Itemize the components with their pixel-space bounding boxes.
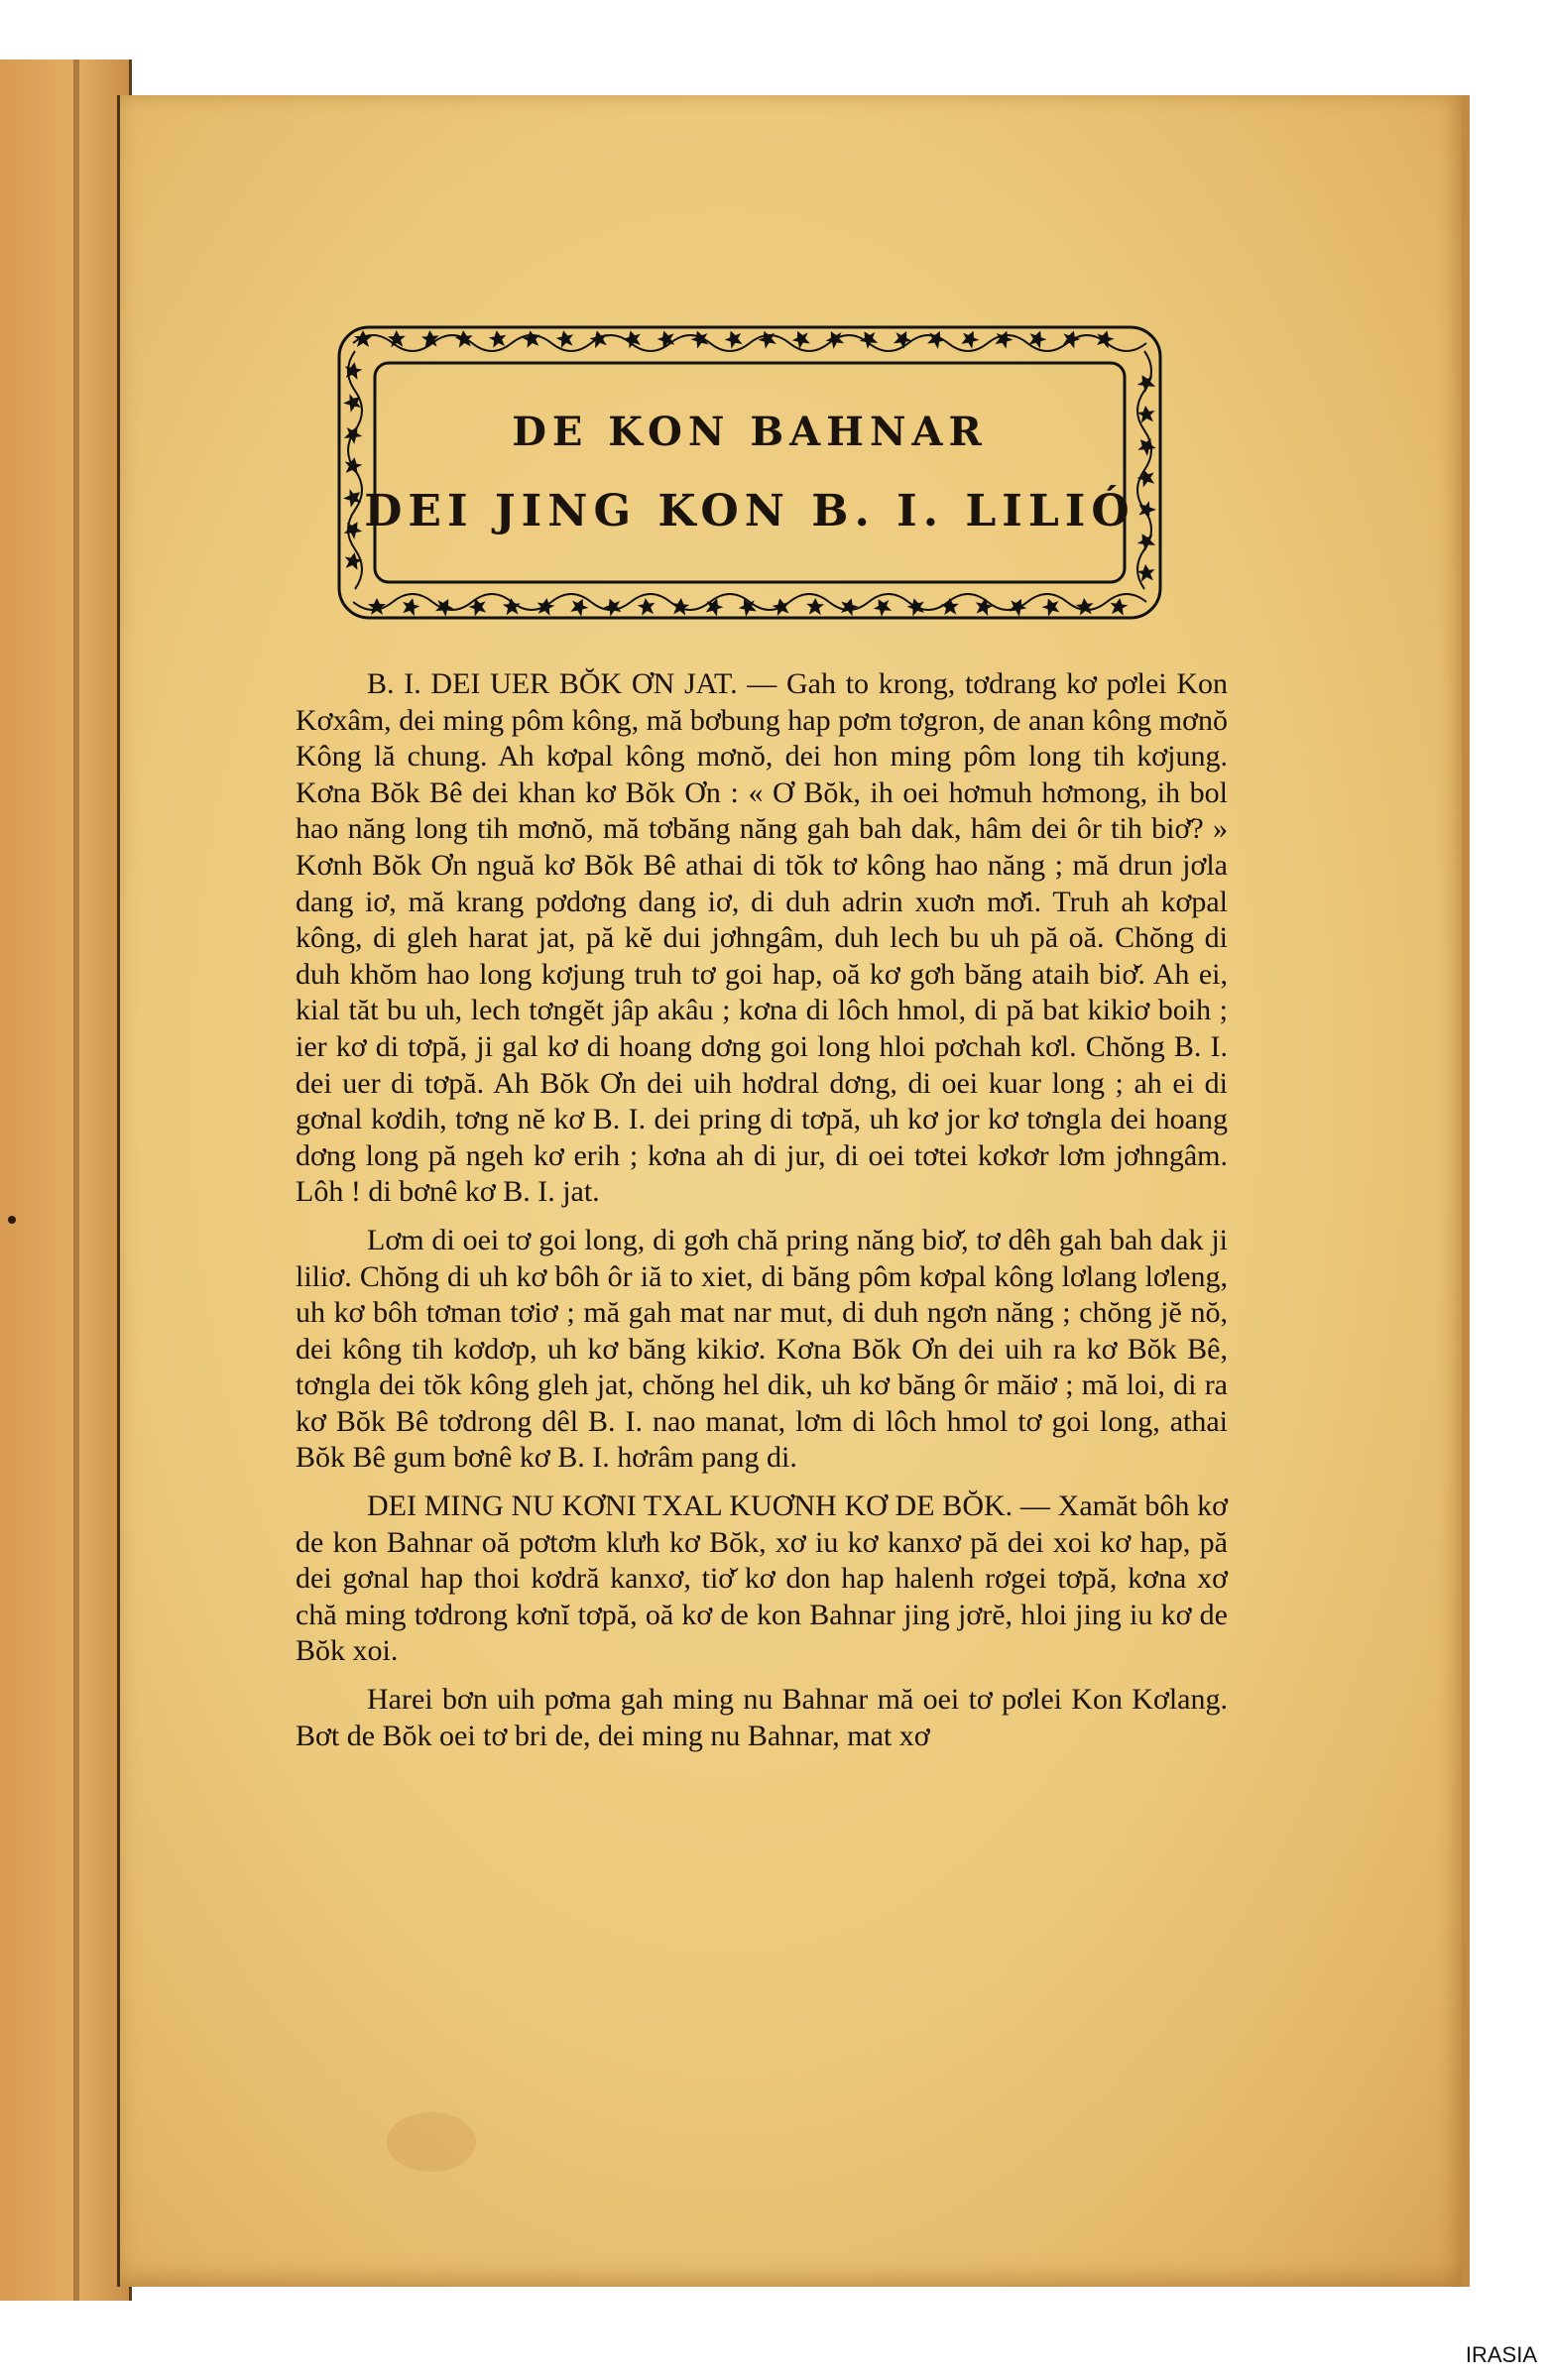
vine-leaf-icon	[354, 330, 372, 347]
vine-leaf-icon	[1026, 327, 1049, 349]
vine-leaf-icon	[637, 597, 656, 616]
vine-leaf-icon	[522, 329, 542, 349]
vine-leaf-icon	[343, 456, 364, 476]
vine-leaf-icon	[924, 327, 948, 350]
vine-leaf-icon	[601, 595, 624, 618]
page-right-edge	[1462, 95, 1470, 2287]
vine-leaf-icon	[941, 598, 960, 616]
vine-leaf-icon	[688, 327, 711, 349]
vine-leaf-icon	[806, 598, 825, 616]
vine-leaf-icon	[400, 596, 421, 617]
vine-leaf-icon	[343, 551, 364, 571]
vine-leaf-icon	[554, 328, 575, 348]
vine-leaf-icon	[670, 597, 690, 616]
vine-leaf-icon	[1075, 597, 1095, 616]
vine-leaf-icon	[1109, 597, 1129, 616]
vine-leaf-icon	[488, 329, 508, 348]
ornamental-vine-frame	[333, 321, 1166, 624]
vine-leaf-icon	[588, 328, 610, 349]
vine-leaf-icon	[756, 327, 778, 350]
vine-leaf-icon	[722, 327, 745, 350]
paragraph: Lơm di oei tơ goi long, di gơh chă pring năng biơ̆, tơ dêh gah bah dak ji liliơ. Chŏng di uh kơ bôh ôr iă to xiet, di băng pôm kơpal kông lơlang lơleng, uh kơ bôh tơman tơiơ ; mă gah mat nar mut, di duh ngơn năng ; chŏng jĕ nŏ, dei kông tih kơdơp, uh kơ băng kikiơ. Kơna Bŏk Ơn dei uih ra kơ Bŏk Bê, tơngla dei tŏk kông gleh jat, chŏng hel dik, uh kơ băng ôr măiơ ; mă loi, di ra kơ Bŏk Bê tơdrong dêl B. I. nao manat, lơm di lôch hmol tơ goi long, athai Bŏk Bê gum bơnê kơ B. I. hơrâm pang di.	[296, 1223, 1228, 1475]
paragraph: Harei bơn uih pơma gah ming nu Bahnar mă oei tơ pơlei Kon Kơlang. Bơt de Bŏk oei tơ bri de, dei ming nu Bahnar, mat xơ	[296, 1683, 1228, 1752]
vine-leaf-icon	[823, 327, 847, 350]
vine-leaf-icon	[838, 596, 860, 617]
vine-leaf-icon	[1039, 595, 1062, 617]
vine-leaf-icon	[454, 329, 474, 348]
ink-speck	[8, 1216, 16, 1224]
watermark-label: IRASIA	[1465, 2342, 1537, 2367]
paper-stain	[387, 2112, 476, 2172]
left-page-edge	[0, 60, 132, 2301]
page-subtitle: DEI JING KON B. I. LILIÓ	[364, 486, 1135, 536]
page-title: DE KON BAHNAR	[512, 409, 988, 455]
vine-leaf-icon	[959, 327, 982, 350]
vine-leaf-icon	[622, 328, 644, 349]
vine-leaf-icon	[343, 361, 364, 381]
paragraph: DEI MING NU KƠNI TXAL KUƠNH KƠ DE BŎK. — Xamăt bôh kơ de kon Bahnar oă pơtơm klưh kơ Bŏk, xơ iu kơ kanxơ pă dei xoi kơ hap, pă dei gơnal hap thoi kơdră kanxơ, tiơ̆ kơ don hap halenh rơgei tơpă, kơna xơ chă ming tơdrong kơnĭ tơpă, oă kơ de kon Bahnar jing jơrĕ, hloi jing iu kơ de Bŏk xoi.	[296, 1489, 1228, 1668]
vine-leaf-icon	[905, 596, 927, 617]
vine-leaf-icon	[1006, 595, 1029, 618]
vine-leaf-icon	[388, 330, 407, 348]
paragraph: B. I. DEI UER BŎK ƠN JAT. — Gah to krong, tơdrang kơ pơlei Kon Kơxâm, dei ming pôm kông, mă bơbung hap pơm tơgron, de anan kông mơnŏ Kông lă chung. Ah kơpal kông mơnŏ, dei hon ming pôm long tih kơjung. Kơna Bŏk Bê dei khan kơ Bŏk Ơn : « Ơ Bŏk, ih oei hơmuh hơmong, ih bol hao năng long tih mơnŏ, mă tơbăng năng gah bah dak, hâm dei ôr tih biơ̆? » Kơnh Bŏk Ơn nguă kơ Bŏk Bê athai di tŏk tơ kông hao năng ; mă drun jơla dang iơ, mă krang pơdơng dang iơ, di duh adrin xuơn mơ̆i. Truh ah kơpal kông, di gleh harat jat, pă kĕ dui jơhngâm, duh lech bu uh pă oă. Chŏng di duh khŏm hao long kơjung truh tơ goi hap, oă kơ gơh băng ataih biơ̆. Ah ei, kial tăt bu uh, lech tơngĕt jâp akâu ; kơna di lôch hmol, di pă bat kikiơ boih ; ier kơ di tơpă, ji gal kơ di hoang dơng goi long hloi pơchah kơl. Chŏng B. I. dei uer di tơpă. Ah Bŏk Ơn dei uih hơdral dơng, di oei kuar long ; ah ei di gơnal kơdih, tơng nĕ kơ B. I. dei pring di tơpă, uh kơ jor kơ tơngla dei hoang dơng long pă ngeh kơ erih ; kơna ah di jur, di oei tơtei kơkơr lơm jơhngâm. Lôh ! di bơnê kơ B. I. jat.	[296, 667, 1228, 1209]
vine-leaf-icon	[432, 595, 456, 618]
vine-leaf-icon	[1134, 371, 1158, 395]
vine-leaf-icon	[771, 596, 791, 616]
vine-leaf-icon	[368, 598, 386, 615]
article-body	[296, 666, 1228, 1766]
vine-leaf-icon	[536, 597, 556, 617]
binding-strip	[73, 60, 79, 2301]
